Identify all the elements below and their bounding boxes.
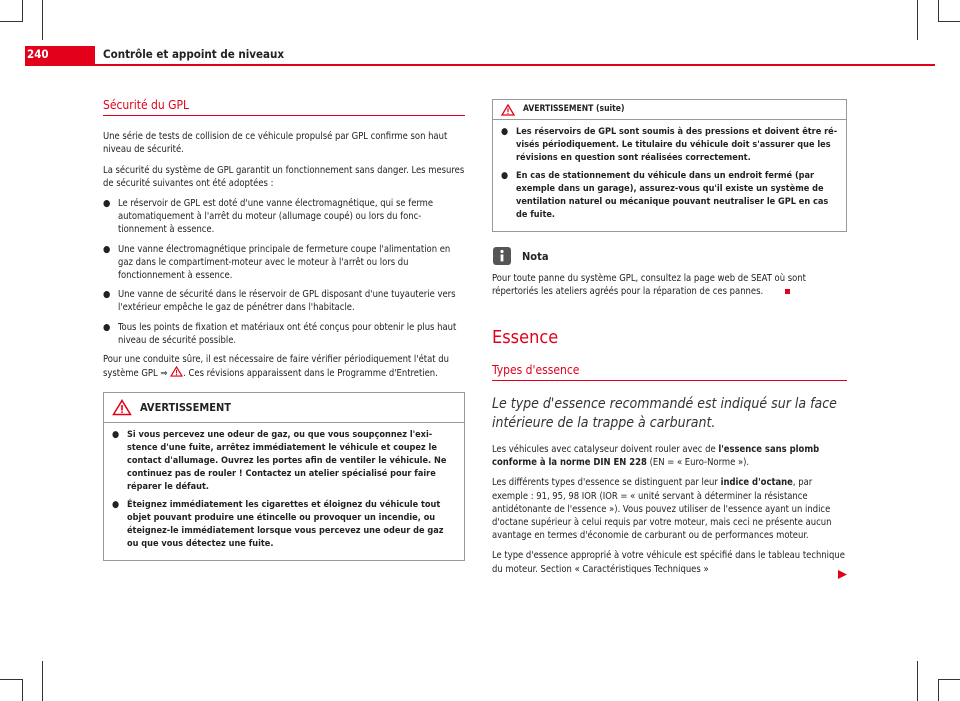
list-item: ● Le réservoir de GPL est doté d'une vanne électromagnétique, qui se ferme automatiquement à l'arrêt du moteur (allumage coupé) ou lors du fonctionnement à essence.: [103, 198, 434, 236]
right-column: [492, 99, 847, 583]
warning-body: [104, 423, 464, 560]
crop-mark: [917, 661, 918, 701]
left-column: [103, 99, 465, 561]
crop-mark: [42, 661, 43, 701]
bullet-icon: ●: [103, 198, 111, 210]
warning-header: [493, 100, 846, 120]
note-header: [492, 246, 847, 266]
info-icon: [492, 246, 512, 266]
crop-mark: [938, 679, 960, 680]
list-item: ● Éteignez immédiatement les cigarettes et éloignez du véhicule tout objet pouvant produire une étincelle ou provoquer un incendie, ou éteignez-le immédiatement lorsque vous percevez une odeur de gaz ou que vous détectez une fuite.: [112, 500, 444, 550]
bullet-icon: ●: [103, 289, 111, 301]
chapter-title: Essence: [492, 326, 559, 348]
paragraph: Les différents types d'essence se distinguent par leur indice d'octane, par exemple : 91, 95, 98 IOR (IOR = « unité servant à déterminer la résistance antidétonante de l'essence »). Vous pouvez utiliser de l'essence ayant un indice d'octane supérieur à celui requis par votre moteur, mais ceci ne présente aucun avantage en termes d'économie de carburant ou de performances moteur.: [492, 477, 832, 542]
list-item: ● Si vous percevez une odeur de gaz, ou que vous soupçonnez l'existence d'une fuite, arrêtez immédiatement le véhicule et coupez le contact d'allumage. Ouvrez les portes afin de ventiler le véhicule. Ne continuez pas de rouler ! Contactez un atelier spécialisé pour faire réparer le défaut.: [112, 430, 447, 493]
bullet-icon: ●: [103, 243, 111, 255]
continue-arrow-icon: [838, 570, 847, 579]
warning-title: AVERTISSEMENT (suite): [523, 104, 625, 114]
intro-text: Le type d'essence recommandé est indiqué sur la face intérieure de la trappe à carburant.: [492, 396, 837, 432]
bullet-icon: ●: [501, 171, 509, 182]
bullet-icon: ●: [112, 430, 120, 441]
crop-mark: [22, 679, 23, 701]
running-header-title: Contrôle et appoint de niveaux: [103, 47, 285, 61]
crop-mark: [938, 21, 960, 22]
page-number: 240: [27, 47, 49, 61]
note-block: [492, 246, 847, 298]
bullet-icon: ●: [112, 500, 120, 511]
section-title-fuel-types: Types d'essence: [492, 364, 847, 381]
paragraph: Pour une conduite sûre, il est nécessaire de faire vérifier périodiquement l'état du système GPL ⇒ . Ces révisions apparaissent dans le Programme d'Entretien.: [103, 354, 449, 380]
list-item: ● Tous les points de fixation et matériaux ont été conçus pour obtenir le plus haut niveau de sécurité possible.: [103, 321, 457, 346]
paragraph: Les véhicules avec catalyseur doivent rouler avec de l'essence sans plomb conforme à la norme DIN EN 228 (EN = « Euro-Norme »).: [492, 444, 820, 469]
list-item: ● Les réservoirs de GPL sont soumis à des pressions et doivent être révisés périodiquement. Le titulaire du véhicule doit s'assurer que les révisions en question sont réalisées correctement.: [501, 127, 838, 164]
crop-mark: [0, 21, 22, 22]
warning-body: [493, 120, 846, 231]
crop-mark: [917, 0, 918, 40]
warning-icon[interactable]: [170, 366, 183, 377]
list-item: ● Une vanne électromagnétique principale de fermeture coupe l'alimentation en gaz dans le compartiment-moteur avec le moteur à l'arrêt ou lors du fonctionnement à essence.: [103, 243, 451, 282]
end-of-section-icon: [785, 289, 790, 294]
warning-box-continued: [492, 99, 847, 232]
paragraph: Une série de tests de collision de ce véhicule propulsé par GPL confirme son haut niveau de sécurité.: [103, 131, 448, 156]
header-rule: [25, 64, 935, 66]
bullet-icon: ●: [501, 127, 509, 138]
list-item: ● Une vanne de sécurité dans le réservoir de GPL disposant d'une tuyauterie vers l'extérieur empêche le gaz de pénétrer dans l'habitacle.: [103, 289, 456, 314]
note-text: Pour toute panne du système GPL, consultez la page web de SEAT où sont répertoriés les ateliers agréés pour la réparation de ces pannes.: [492, 273, 806, 298]
warning-box: [103, 392, 465, 561]
paragraph: Le type d'essence approprié à votre véhicule est spécifié dans le tableau technique du moteur. Section « Caractéristiques Techniques »: [492, 550, 845, 575]
warning-icon: [112, 399, 132, 416]
list-item: ● En cas de stationnement du véhicule dans un endroit fermé (par exemple dans un garage), assurez-vous qu'il existe un système de ventilation naturel ou mécanique pouvant neutraliser le GPL en cas de fuite.: [501, 171, 829, 221]
bullet-icon: ●: [103, 321, 111, 333]
crop-mark: [22, 0, 23, 22]
crop-mark: [42, 0, 43, 40]
paragraph: La sécurité du système de GPL garantit un fonctionnement sans danger. Les mesures de sécurité suivantes ont été adoptées :: [103, 164, 465, 189]
warning-header: [104, 393, 464, 423]
crop-mark: [938, 0, 939, 22]
crop-mark: [938, 679, 939, 701]
note-title: Nota: [522, 249, 549, 263]
section-title-gpl-safety: Sécurité du GPL: [103, 99, 465, 116]
crop-mark: [0, 679, 22, 680]
warning-icon: [501, 104, 515, 116]
warning-title: AVERTISSEMENT: [140, 401, 232, 415]
